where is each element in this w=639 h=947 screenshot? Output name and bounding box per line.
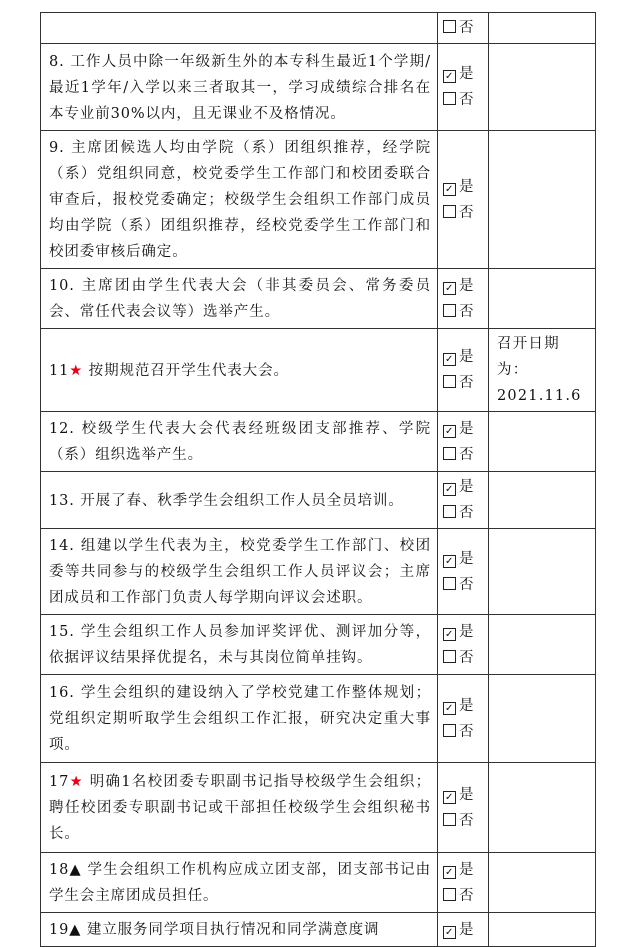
choice-cell bbox=[438, 44, 489, 131]
option-yes-label: 是 bbox=[459, 786, 474, 803]
choice-cell bbox=[438, 763, 489, 853]
item-text: 学生会组织的建设纳入了学校党建工作整体规划；党组织定期听取学生会组织工作汇报，研究决定重大事项。 bbox=[49, 685, 431, 753]
choice-cell bbox=[438, 853, 489, 913]
checkbox-icon[interactable] bbox=[443, 205, 456, 218]
note-cell bbox=[489, 763, 596, 853]
checked-box-icon[interactable]: ✓ bbox=[443, 702, 456, 715]
table-row bbox=[41, 675, 596, 763]
choice-cell bbox=[438, 913, 489, 947]
item-description bbox=[41, 615, 438, 675]
option-no-label: 否 bbox=[459, 887, 474, 904]
item-description bbox=[41, 44, 438, 131]
checked-box-icon[interactable]: ✓ bbox=[443, 483, 456, 496]
checked-box-icon[interactable]: ✓ bbox=[443, 183, 456, 196]
key-star-marker: ★ bbox=[69, 774, 84, 790]
checkbox-icon[interactable] bbox=[443, 650, 456, 663]
option-yes[interactable] bbox=[443, 693, 488, 719]
checkbox-icon[interactable] bbox=[443, 888, 456, 901]
option-no-label: 否 bbox=[459, 649, 474, 666]
option-no-label: 否 bbox=[459, 505, 474, 521]
checkbox-icon[interactable] bbox=[443, 447, 456, 460]
table-row bbox=[41, 412, 596, 472]
table-row bbox=[41, 44, 596, 131]
checkbox-icon[interactable] bbox=[443, 813, 456, 826]
choice-cell bbox=[438, 412, 489, 472]
table-row bbox=[41, 329, 596, 412]
item-text: 按期规范召开学生代表大会。 bbox=[83, 362, 289, 379]
item-number: 17 bbox=[49, 774, 70, 790]
option-no-label: 否 bbox=[459, 204, 474, 221]
item-number: 11 bbox=[49, 362, 70, 379]
option-yes-label: 是 bbox=[459, 277, 474, 294]
item-description bbox=[41, 412, 438, 472]
note-cell bbox=[489, 131, 596, 269]
item-text: 组建以学生代表为主，校党委学生工作部门、校团委等共同参与的校级学生会组织工作人员评议会；主席团成员和工作部门负责人每学期向评议会述职。 bbox=[49, 538, 431, 606]
note-cell bbox=[489, 13, 596, 44]
option-yes-label: 是 bbox=[459, 861, 474, 878]
item-description bbox=[41, 853, 438, 913]
option-no[interactable] bbox=[443, 572, 488, 598]
item-number: 13. bbox=[49, 492, 75, 509]
note-cell bbox=[489, 329, 596, 412]
item-description bbox=[41, 913, 438, 947]
option-no-label: 否 bbox=[459, 723, 474, 740]
table-row bbox=[41, 472, 596, 529]
item-text: 明确1名校团委专职副书记指导校级学生会组织；聘任校团委专职副书记或干部担任校级学生会组织秘书长。 bbox=[49, 774, 431, 842]
note-cell bbox=[489, 269, 596, 329]
item-description bbox=[41, 269, 438, 329]
triangle-marker: ▲ bbox=[69, 862, 82, 878]
item-text: 建立服务同学项目执行情况和同学满意度调 bbox=[81, 922, 380, 938]
item-text: 学生会组织工作机构应成立团支部，团支部书记由学生会主席团成员担任。 bbox=[49, 862, 431, 904]
choice-cell bbox=[438, 615, 489, 675]
item-number: 16. bbox=[49, 685, 75, 701]
checked-box-icon[interactable]: ✓ bbox=[443, 425, 456, 438]
table-row bbox=[41, 131, 596, 269]
option-yes[interactable] bbox=[443, 857, 488, 883]
item-description bbox=[41, 763, 438, 853]
option-no-label: 否 bbox=[459, 576, 474, 593]
note-cell bbox=[489, 913, 596, 947]
item-number: 18 bbox=[49, 862, 70, 878]
item-description bbox=[41, 472, 438, 529]
option-no[interactable] bbox=[443, 15, 488, 41]
choice-cell bbox=[438, 675, 489, 763]
item-number: 14. bbox=[49, 538, 75, 554]
note-cell bbox=[489, 44, 596, 131]
item-number: 15. bbox=[49, 624, 75, 640]
option-no-label: 否 bbox=[459, 303, 474, 320]
checkbox-icon[interactable] bbox=[443, 375, 456, 388]
table-row bbox=[41, 853, 596, 913]
table-row bbox=[41, 615, 596, 675]
checked-box-icon[interactable]: ✓ bbox=[443, 353, 456, 366]
note-cell bbox=[489, 853, 596, 913]
option-yes[interactable] bbox=[443, 917, 488, 943]
item-description bbox=[41, 329, 438, 412]
checked-box-icon[interactable]: ✓ bbox=[443, 555, 456, 568]
item-text: 校级学生代表大会代表经班级团支部推荐、学院（系）组织选举产生。 bbox=[49, 421, 431, 463]
table-row bbox=[41, 529, 596, 615]
item-text: 学生会组织工作人员参加评奖评优、测评加分等，依据评议结果择优提名，未与其岗位简单挂钩。 bbox=[49, 624, 431, 666]
option-yes[interactable] bbox=[443, 619, 488, 645]
option-yes-label: 是 bbox=[459, 697, 474, 714]
option-yes[interactable] bbox=[443, 416, 488, 442]
option-no[interactable] bbox=[443, 500, 488, 526]
option-no[interactable] bbox=[443, 808, 488, 834]
note-cell bbox=[489, 472, 596, 529]
table-row bbox=[41, 269, 596, 329]
checklist-table bbox=[40, 12, 596, 947]
table-row bbox=[41, 763, 596, 853]
choice-cell bbox=[438, 13, 489, 44]
option-yes-label: 是 bbox=[459, 550, 474, 567]
option-no[interactable] bbox=[443, 299, 488, 325]
option-no-label: 否 bbox=[459, 20, 474, 36]
checklist-body bbox=[41, 13, 596, 947]
checkbox-icon[interactable] bbox=[443, 724, 456, 737]
checked-box-icon[interactable]: ✓ bbox=[443, 926, 456, 939]
option-yes-label: 是 bbox=[459, 66, 474, 82]
table-row bbox=[41, 13, 596, 44]
option-no-label: 否 bbox=[459, 812, 474, 829]
item-number: 9. bbox=[49, 140, 65, 156]
option-no[interactable] bbox=[443, 442, 488, 468]
option-no-label: 否 bbox=[459, 446, 474, 463]
option-yes-label: 是 bbox=[459, 479, 474, 495]
triangle-marker: ▲ bbox=[69, 922, 82, 938]
item-number: 12. bbox=[49, 421, 75, 437]
option-yes-label: 是 bbox=[459, 349, 474, 365]
choice-cell bbox=[438, 472, 489, 529]
option-no-label: 否 bbox=[459, 92, 474, 108]
option-no[interactable] bbox=[443, 370, 488, 396]
choice-cell bbox=[438, 329, 489, 412]
checked-box-icon[interactable]: ✓ bbox=[443, 70, 456, 83]
checked-box-icon[interactable]: ✓ bbox=[443, 282, 456, 295]
item-description bbox=[41, 13, 438, 44]
key-star-marker: ★ bbox=[69, 362, 84, 379]
note-line: 2021.11.6 bbox=[497, 388, 582, 404]
item-text: 开展了春、秋季学生会组织工作人员全员培训。 bbox=[74, 492, 404, 509]
checkbox-icon[interactable] bbox=[443, 304, 456, 317]
checkbox-icon[interactable] bbox=[443, 20, 456, 33]
item-number: 8. bbox=[49, 53, 65, 70]
option-yes-label: 是 bbox=[459, 623, 474, 640]
option-no[interactable] bbox=[443, 200, 488, 226]
choice-cell bbox=[438, 529, 489, 615]
option-no[interactable] bbox=[443, 883, 488, 909]
checkbox-icon[interactable] bbox=[443, 577, 456, 590]
item-text: 主席团候选人均由学院（系）团组织推荐，经学院（系）党组织同意，校党委学生工作部门和校团委联合审查后，报校党委确定；校级学生会组织工作部门成员均由学院（系）团组织推荐，经校党委学生工作部门和校团委审核后确定。 bbox=[49, 140, 431, 260]
checkbox-icon[interactable] bbox=[443, 505, 456, 518]
option-no[interactable] bbox=[443, 645, 488, 671]
option-yes[interactable] bbox=[443, 474, 488, 500]
note-cell bbox=[489, 675, 596, 763]
item-number: 19 bbox=[49, 922, 70, 938]
item-text: 工作人员中除一年级新生外的本专科生最近1个学期/最近1学年/入学以来三者取其一，学习成绩综合排名在本专业前30%以内，且无课业不及格情况。 bbox=[49, 53, 431, 122]
choice-cell bbox=[438, 131, 489, 269]
option-no[interactable] bbox=[443, 87, 488, 113]
option-yes[interactable] bbox=[443, 782, 488, 808]
option-no[interactable] bbox=[443, 719, 488, 745]
checked-box-icon[interactable]: ✓ bbox=[443, 628, 456, 641]
item-description bbox=[41, 529, 438, 615]
item-description bbox=[41, 675, 438, 763]
note-cell bbox=[489, 615, 596, 675]
note-cell bbox=[489, 529, 596, 615]
option-yes-label: 是 bbox=[459, 420, 474, 437]
note-cell bbox=[489, 412, 596, 472]
option-yes[interactable] bbox=[443, 61, 488, 87]
note-line: 召开日期为： bbox=[497, 336, 560, 378]
option-yes[interactable] bbox=[443, 174, 488, 200]
checked-box-icon[interactable]: ✓ bbox=[443, 866, 456, 879]
option-yes-label: 是 bbox=[459, 921, 474, 938]
choice-cell bbox=[438, 269, 489, 329]
item-number: 10. bbox=[49, 278, 75, 294]
checked-box-icon[interactable]: ✓ bbox=[443, 791, 456, 804]
item-description bbox=[41, 131, 438, 269]
option-yes[interactable] bbox=[443, 546, 488, 572]
checkbox-icon[interactable] bbox=[443, 92, 456, 105]
option-no-label: 否 bbox=[459, 375, 474, 391]
option-yes-label: 是 bbox=[459, 178, 474, 195]
option-yes[interactable] bbox=[443, 273, 488, 299]
table-row bbox=[41, 913, 596, 947]
option-yes[interactable] bbox=[443, 344, 488, 370]
item-text: 主席团由学生代表大会（非其委员会、常务委员会、常任代表会议等）选举产生。 bbox=[49, 278, 431, 320]
